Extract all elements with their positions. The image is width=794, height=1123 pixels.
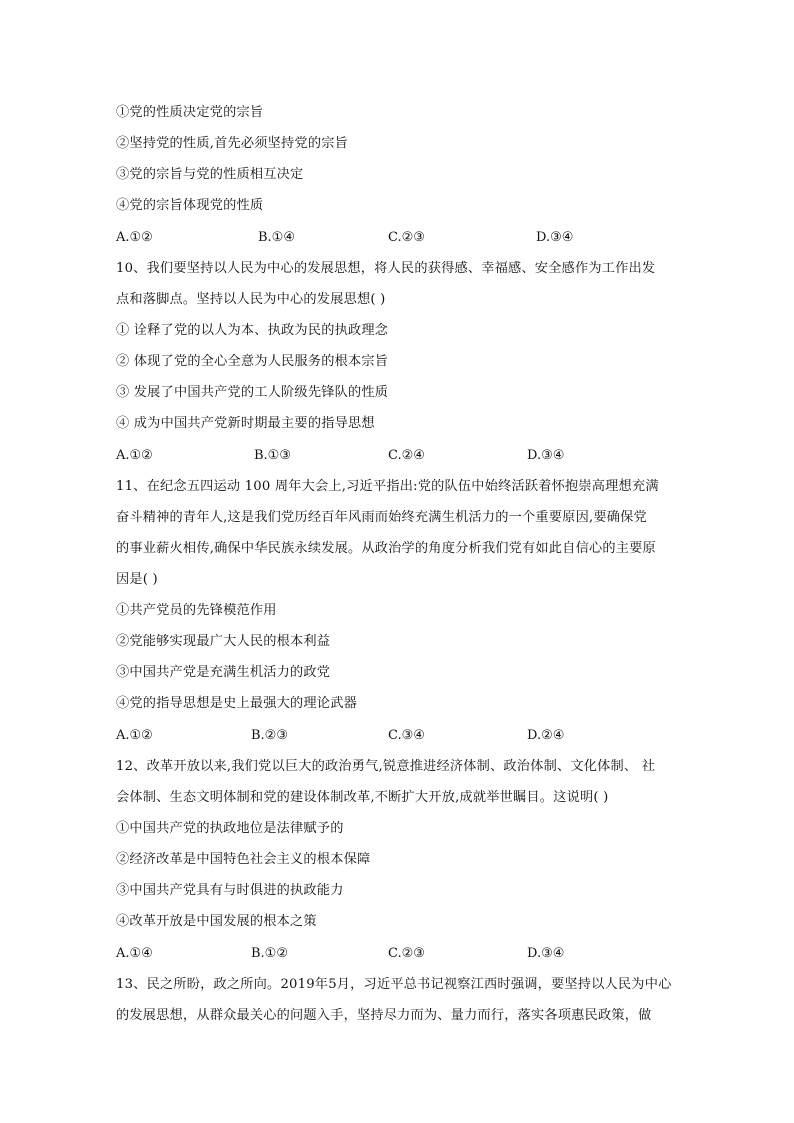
q10-options bbox=[116, 446, 716, 466]
q12-stem-line-1: 12、改革开放以来,我们党以巨大的政治勇气,锐意推进经济体制、政治体制、文化体制、 社 bbox=[116, 759, 656, 774]
q10-stem-line-2: 点和落脚点。坚持以人民为中心的发展思想( ) bbox=[116, 292, 386, 307]
q13-stem-line-1: 13、民之所盼，政之所向。2019年5月，习近平总书记视察江西时强调，要坚持以人民为中心 bbox=[116, 977, 672, 992]
q10-statement-3: ③ 发展了中国共产党的工人阶级先锋队的性质 bbox=[116, 385, 389, 400]
q9-statement-4: ④党的宗旨体现党的性质 bbox=[116, 198, 264, 213]
q9-options bbox=[116, 228, 716, 248]
q10-option-d: D.③④ bbox=[527, 448, 565, 463]
q11-option-b: B.②③ bbox=[251, 728, 288, 743]
q12-statement-3: ③中国共产党具有与时俱进的执政能力 bbox=[116, 883, 344, 898]
q9-option-c: C.②③ bbox=[388, 230, 425, 245]
q9-option-b: B.①④ bbox=[258, 230, 295, 245]
q11-stem-line-3: 的事业薪火相传,确保中华民族永续发展。从政治学的角度分析我们党有如此自信心的主要原 bbox=[116, 541, 656, 556]
q11-statement-3: ③中国共产党是充满生机活力的政党 bbox=[116, 665, 331, 680]
q10-stem-line-1: 10、我们要坚持以人民为中心的发展思想，将人民的获得感、幸福感、安全感作为工作出发 bbox=[116, 261, 656, 276]
q9-statement-1: ①党的性质决定党的宗旨 bbox=[116, 105, 264, 120]
q11-option-a: A.①② bbox=[116, 728, 153, 743]
q10-statement-1: ① 诠释了党的以人为本、执政为民的执政理念 bbox=[116, 323, 389, 338]
q10-option-a: A.①② bbox=[116, 448, 153, 463]
q12-option-b: B.①② bbox=[251, 946, 288, 961]
q11-statement-1: ①共产党员的先锋模范作用 bbox=[116, 603, 277, 618]
q11-option-c: C.③④ bbox=[388, 728, 425, 743]
q12-option-c: C.②③ bbox=[388, 946, 425, 961]
q12-statement-4: ④改革开放是中国发展的根本之策 bbox=[116, 914, 317, 929]
q11-stem-line-2: 奋斗精神的青年人,这是我们党历经百年风雨而始终充满生机活力的一个重要原因,要确保党 bbox=[116, 510, 647, 525]
q10-option-b: B.①③ bbox=[254, 448, 291, 463]
q12-option-a: A.①④ bbox=[116, 946, 153, 961]
q11-stem-line-4: 因是( ) bbox=[116, 572, 158, 587]
q9-statement-2: ②坚持党的性质,首先必须坚持党的宗旨 bbox=[116, 136, 348, 151]
q11-statement-4: ④党的指导思想是史上最强大的理论武器 bbox=[116, 696, 357, 711]
q9-option-a: A.①② bbox=[116, 230, 153, 245]
q9-option-d: D.③④ bbox=[536, 230, 574, 245]
q13-stem-line-2: 的发展思想，从群众最关心的问题入手，坚持尽力而为、量力而行，落实各项惠民政策，做 bbox=[116, 1008, 652, 1023]
q12-options bbox=[116, 944, 716, 964]
q9-statement-3: ③党的宗旨与党的性质相互决定 bbox=[116, 167, 304, 182]
q12-stem-line-2: 会体制、生态文明体制和党的建设体制改革,不断扩大开放,成就举世瞩目。这说明( ) bbox=[116, 790, 609, 805]
q11-stem-line-1: 11、在纪念五四运动 100 周年大会上,习近平指出:党的队伍中始终活跃着怀抱崇高理想充满 bbox=[116, 479, 659, 494]
q12-statement-2: ②经济改革是中国特色社会主义的根本保障 bbox=[116, 852, 371, 867]
q12-option-d: D.③④ bbox=[527, 946, 565, 961]
q10-statement-2: ② 体现了党的全心全意为人民服务的根本宗旨 bbox=[116, 354, 389, 369]
q10-statement-4: ④ 成为中国共产党新时期最主要的指导思想 bbox=[116, 416, 375, 431]
q12-statement-1: ①中国共产党的执政地位是法律赋予的 bbox=[116, 821, 344, 836]
q11-option-d: D.②④ bbox=[527, 728, 565, 743]
q11-statement-2: ②党能够实现最广大人民的根本利益 bbox=[116, 634, 331, 649]
q10-option-c: C.②④ bbox=[388, 448, 425, 463]
q11-options bbox=[116, 726, 716, 746]
